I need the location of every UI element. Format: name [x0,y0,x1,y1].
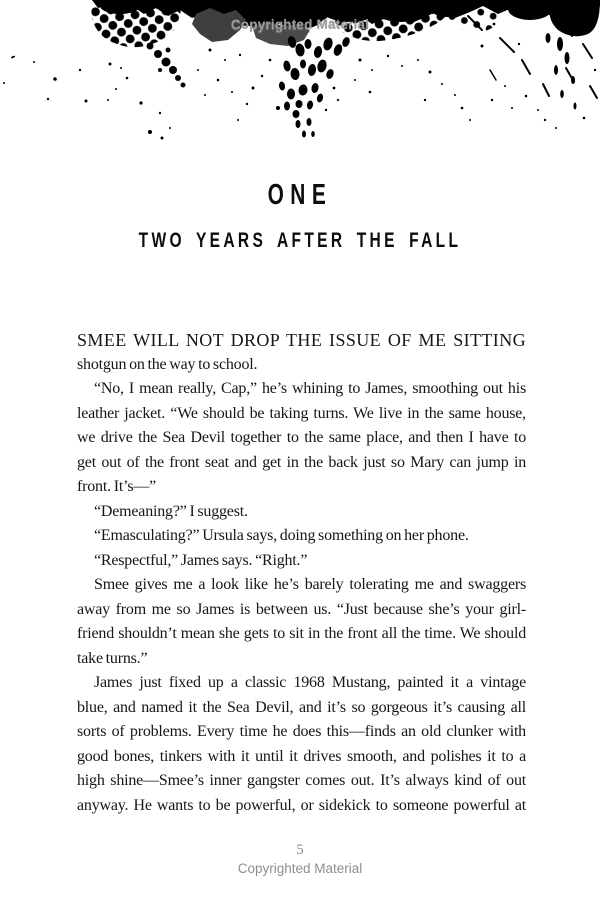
body-line: blue, and named it the Sea Devil, and it’s so gorgeous it’s causing all [77,698,526,716]
body-text [77,328,526,818]
body-line: get out of the front seat and get in the back just so Mary can jump in [77,453,526,471]
body-line: “Respectful,” James says. “Right.” [94,551,308,569]
chapter-number-label: ONE [267,179,333,211]
body-line: shotgun on the way to school. [77,355,258,373]
body-line: James just fixed up a classic 1968 Mustang, painted it a vintage [94,674,526,691]
body-line: take turns.” [77,649,148,667]
body-line: SMEE WILL NOT DROP THE ISSUE OF ME SITTING [77,330,526,350]
body-line: “No, I mean really, Cap,” he’s whining to James, smoothing out his [94,380,526,397]
body-line: front. It’s—” [77,478,157,495]
tire-track-trail [252,35,352,137]
body-line: “Demeaning?” I suggest. [94,502,248,520]
watermark-top: Copyrighted Material [230,17,370,32]
body-line: friend shouldn’t mean she gets to sit in the front all the time. We should [77,625,526,642]
chapter-subtitle-label: TWO YEARS AFTER THE FALL [138,229,462,252]
body-line: we drive the Sea Devil together to the same place, and then I have to [77,429,526,446]
watermark-bottom: Copyrighted Material [237,861,363,876]
body-line: good bones, tinkers with it until it drives smooth, and polishes it to a [77,747,526,765]
body-line: sorts of problems. Every time he does this—finds an old clunker with [77,723,526,740]
body-line: leather jacket. “We should be taking turns. We live in the same house, [77,404,526,422]
body-line: Smee gives me a look like he’s barely tolerating me and swaggers [94,576,526,593]
page-number: 5 [296,842,304,858]
chapter-number [0,180,600,215]
body-line: away from me so James is between us. “Just because she’s your girl- [77,600,526,618]
body-line: “Emasculating?” Ursula says, doing something on her phone. [94,527,469,544]
chapter-subtitle [0,229,600,255]
body-line: anyway. He wants to be powerful, or sidekick to someone powerful at [77,796,526,814]
body-line: high shine—Smee’s inner gangster comes out. It’s always kind of out [77,772,526,789]
